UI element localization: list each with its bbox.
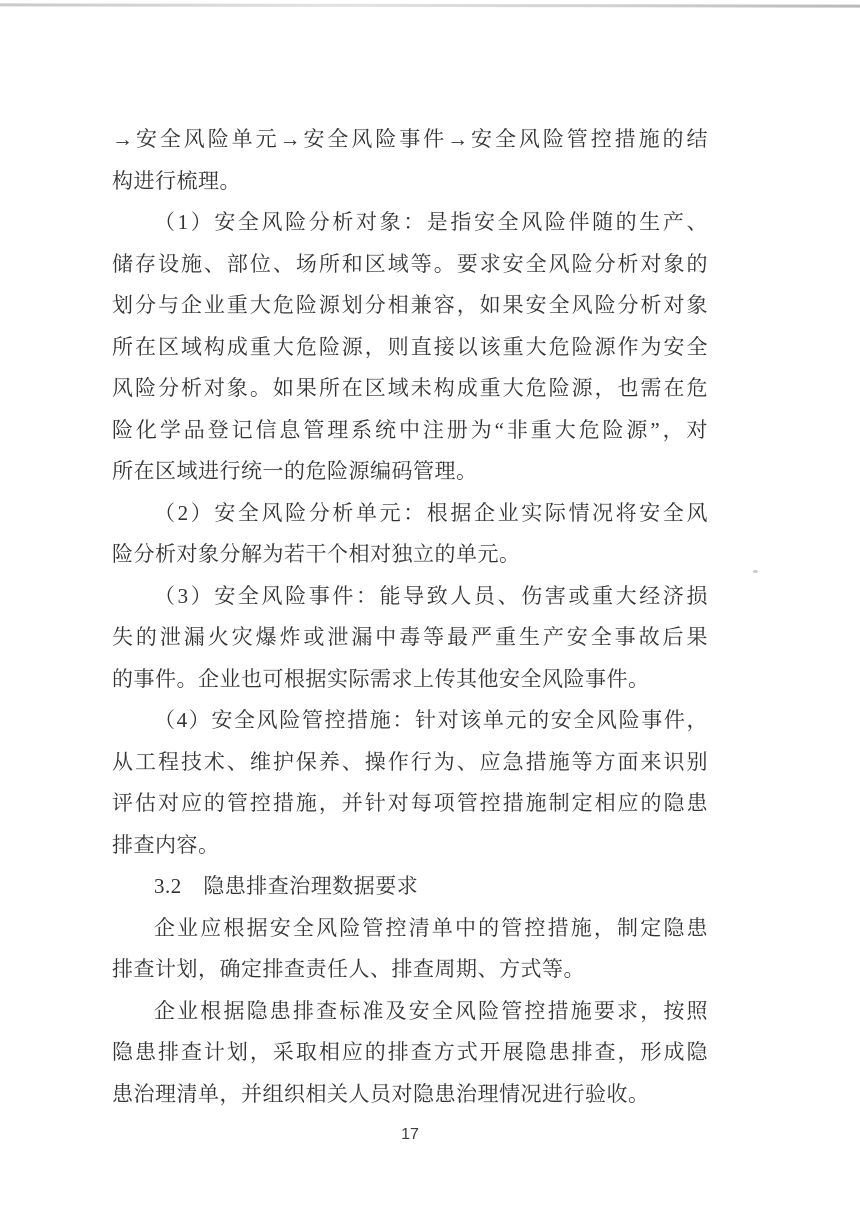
page-number: 17 <box>401 1126 419 1143</box>
text-line: 风险分析对象。如果所在区域未构成重大危险源，也需在危 <box>112 376 708 400</box>
text-line: 排查计划，确定排查责任人、排查周期、方式等。 <box>112 957 585 981</box>
text-line: （2）安全风险分析单元：根据企业实际情况将安全风 <box>154 500 708 525</box>
text-line: （3）安全风险事件：能导致人员、伤害或重大经济损 <box>154 583 708 608</box>
text-line: 隐患排查计划，采取相应的排查方式开展隐患排查，形成隐 <box>112 1040 708 1064</box>
text-line: 患治理清单，并组织相关人员对隐患治理情况进行验收。 <box>112 1081 650 1106</box>
scan-speck <box>753 570 758 573</box>
text-line: 失的泄漏火灾爆炸或泄漏中毒等最严重生产安全事故后果 <box>112 625 708 649</box>
text-line: 险分析对象分解为若干个相对独立的单元。 <box>112 542 521 566</box>
text-line: 储存设施、部位、场所和区域等。要求安全风险分析对象的 <box>112 251 708 276</box>
text-line: →安全风险单元→安全风险事件→安全风险管控措施的结 <box>112 127 708 151</box>
scan-edge-line <box>0 3 860 7</box>
text-line: 所在区域构成重大危险源，则直接以该重大危险源作为安全 <box>112 334 708 359</box>
section-heading: 3.2 隐患排查治理数据要求 <box>154 874 419 898</box>
text-lines <box>112 119 708 1115</box>
text-line: 企业根据隐患排查标准及安全风险管控措施要求，按照 <box>154 998 708 1023</box>
text-line: 构进行梳理。 <box>112 168 241 193</box>
text-line: 从工程技术、维护保养、操作行为、应急措施等方面来识别 <box>112 749 708 774</box>
text-line: 所在区域进行统一的危险源编码管理。 <box>112 459 478 483</box>
text-line: 排查内容。 <box>112 832 220 857</box>
text-line: 险化学品登记信息管理系统中注册为“非重大危险源”，对 <box>112 417 708 442</box>
text-line: 评估对应的管控措施，并针对每项管控措施制定相应的隐患 <box>112 791 708 815</box>
text-line: （1）安全风险分析对象：是指安全风险伴随的生产、 <box>154 210 708 234</box>
text-line: 划分与企业重大危险源划分相兼容，如果安全风险分析对象 <box>112 293 708 317</box>
text-line: 的事件。企业也可根据实际需求上传其他安全风险事件。 <box>112 666 650 691</box>
text-line: （4）安全风险管控措施：针对该单元的安全风险事件， <box>154 708 708 732</box>
text-line: 企业应根据安全风险管控清单中的管控措施，制定隐患 <box>154 915 708 940</box>
